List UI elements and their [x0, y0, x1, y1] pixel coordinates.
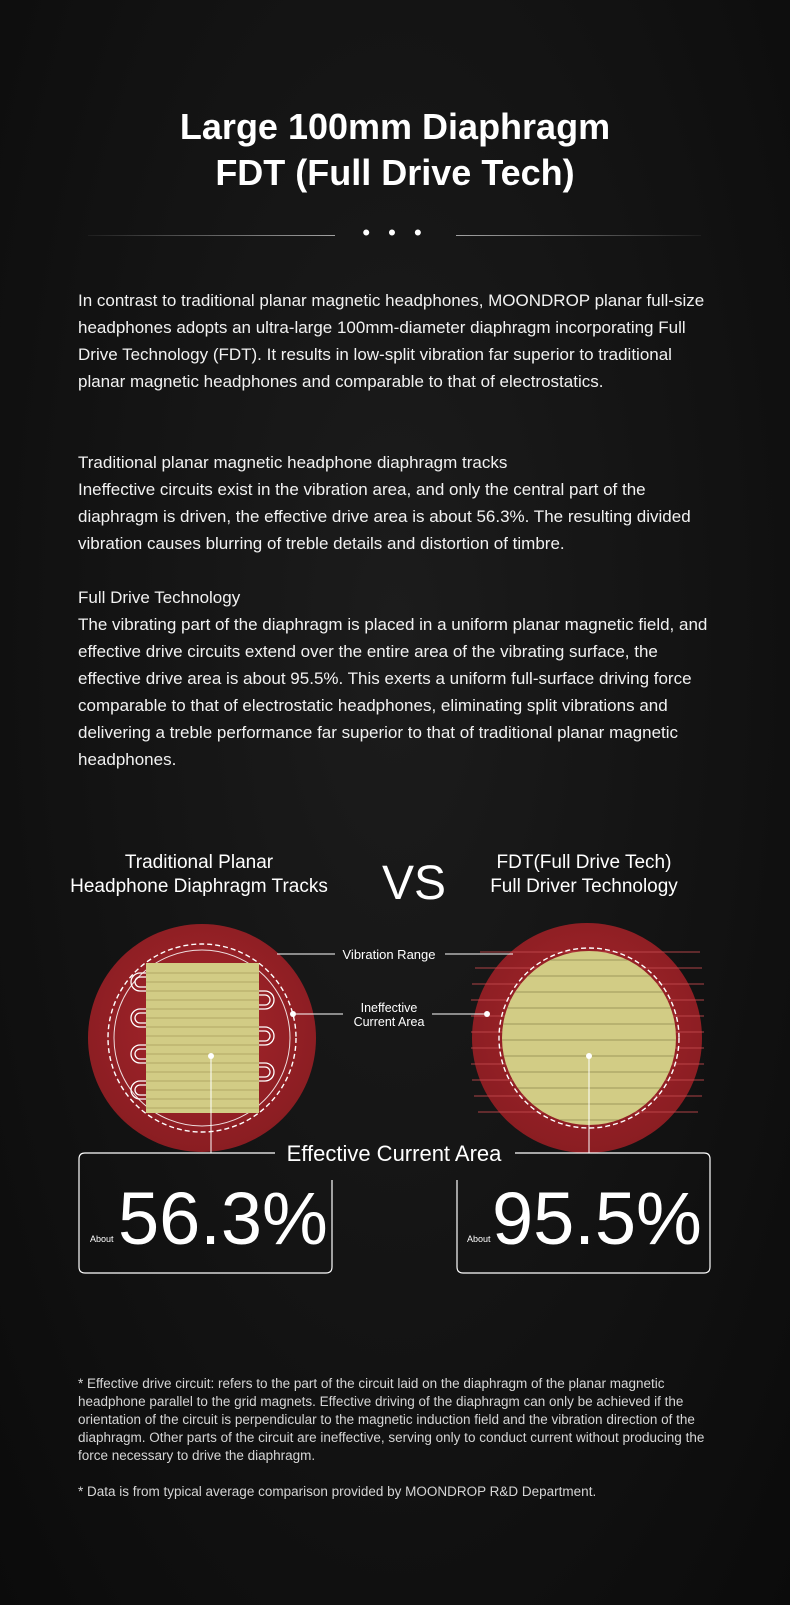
intro-paragraph: In contrast to traditional planar magnetic headphones, MOONDROP planar full-size headphones adopts an ultra-large 100mm-diameter diaphragm incorporating Full Drive Technology (FDT). It results in low-split vibration far superior to traditional planar magnetic headphones and comparable to that of electrostatics.	[78, 291, 705, 391]
right-about-label: About	[467, 1234, 491, 1244]
fdt-diaphragm-disc	[471, 923, 704, 1153]
divider-left-line	[88, 235, 335, 236]
traditional-section	[78, 449, 718, 557]
left-ineffective-marker	[290, 1011, 296, 1017]
right-effective-value: 95.5%	[492, 1177, 702, 1260]
right-title-line-2: Full Driver Technology	[490, 876, 678, 897]
fdt-section	[78, 584, 718, 773]
left-about-label: About	[90, 1234, 114, 1244]
comparison-diagram	[0, 830, 790, 1320]
title-line-1: Large 100mm Diaphragm	[179, 106, 611, 147]
vs-label: VS	[381, 857, 447, 910]
fdt-body: The vibrating part of the diaphragm is placed in a uniform planar magnetic field, and effective drive circuits extend over the entire area of the vibrating surface, the effective drive area is about 95.5%. This exerts a uniform full-surface driving force comparable to that of electrostatic headphones, eliminating split vibrations and delivering a treble performance far superior to that of traditional planar magnetic headphones.	[78, 615, 708, 769]
page-title	[0, 104, 790, 196]
footnote-effective-circuit: * Effective drive circuit: refers to the part of the circuit laid on the diaphragm of the planar magnetic headphone parallel to the grid magnets. Effective driving of the diaphragm can only be achieved if the orientation of the circuit is perpendicular to the magnetic induction field and the vibration direction of the diaphragm. Other parts of the circuit are ineffective, serving only to conduct current without producing the force necessary to drive the diaphragm.	[78, 1376, 705, 1463]
left-effective-value: 56.3%	[118, 1177, 328, 1260]
divider-dots: • • •	[362, 220, 428, 245]
divider-right-line	[456, 235, 701, 236]
title-line-2: FDT (Full Drive Tech)	[215, 152, 575, 193]
ineffective-label-line-2: Current Area	[353, 1015, 425, 1029]
right-ineffective-marker	[484, 1011, 490, 1017]
right-title-line-1: FDT(Full Drive Tech)	[496, 852, 672, 873]
traditional-diaphragm-disc	[88, 924, 316, 1152]
effective-area-title: Effective Current Area	[286, 1141, 502, 1166]
traditional-heading: Traditional planar magnetic headphone diaphragm tracks	[78, 453, 508, 472]
left-title-line-2: Headphone Diaphragm Tracks	[70, 876, 328, 897]
footnote-data-source: * Data is from typical average comparison provided by MOONDROP R&D Department.	[78, 1484, 597, 1499]
traditional-body: Ineffective circuits exist in the vibration area, and only the central part of the diaphragm is driven, the effective drive area is about 56.3%. The resulting divided vibration causes blurring of treble details and distortion of timbre.	[78, 480, 691, 553]
vibration-range-label: Vibration Range	[342, 947, 436, 962]
fdt-heading: Full Drive Technology	[78, 588, 241, 607]
ineffective-label-line-1: Ineffective	[360, 1001, 418, 1015]
left-title-line-1: Traditional Planar	[124, 852, 274, 873]
